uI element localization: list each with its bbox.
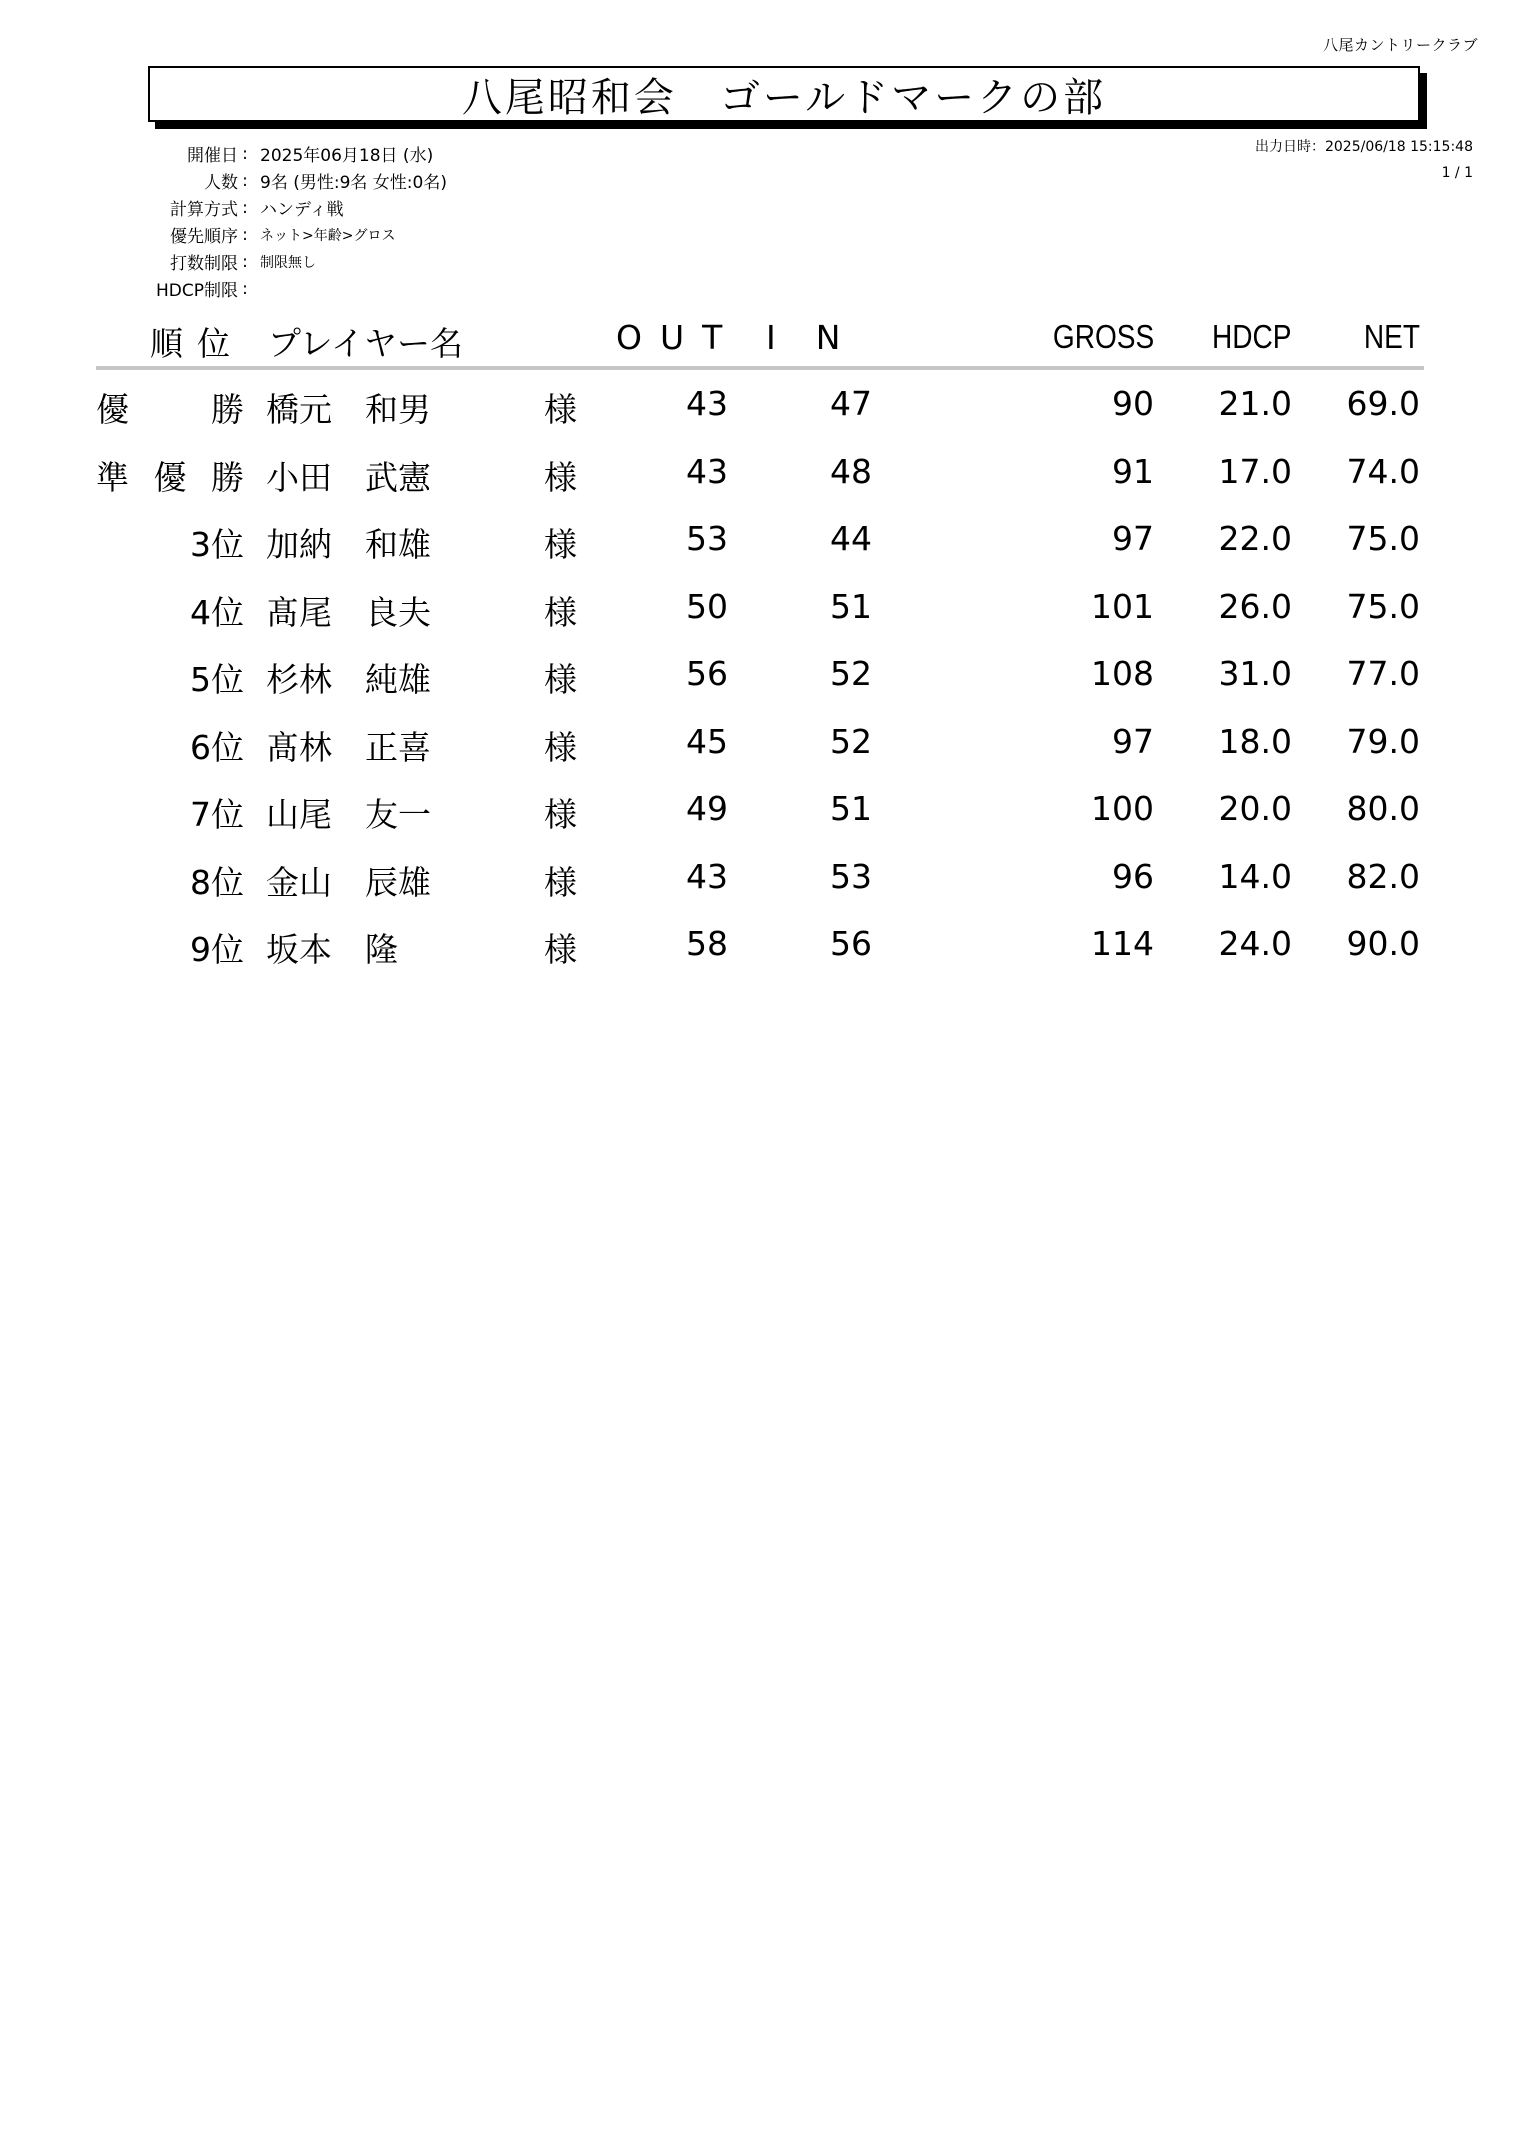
rank-cell: 5位 [190, 660, 244, 699]
header-net: NET [1363, 318, 1420, 355]
table-row [96, 654, 1424, 722]
in-score: 52 [830, 654, 872, 693]
player-name: 杉林 純雄 [266, 660, 431, 699]
player-name: 髙尾 良夫 [266, 592, 431, 632]
net-score: 82.0 [1346, 856, 1420, 896]
out-score: 49 [686, 789, 728, 828]
meta-value: 9名 (男性:9名 女性:0名) [260, 173, 447, 193]
hdcp-value: 17.0 [1218, 451, 1292, 491]
player-name: 橋元 和男 [266, 390, 431, 429]
honorific: 様 [544, 390, 577, 429]
meta-row-date: 開催日 : 2025年06月18日 (水) [120, 140, 447, 167]
table-row [96, 519, 1424, 587]
hdcp-value: 26.0 [1218, 586, 1292, 626]
out-score: 43 [686, 856, 728, 896]
meta-label: 計算方式 [170, 200, 238, 220]
hdcp-value: 14.0 [1218, 856, 1292, 896]
out-score: 45 [686, 721, 728, 761]
out-score: 43 [686, 451, 728, 491]
rank-cell: 6位 [190, 727, 244, 767]
meta-value: 2025年06月18日 (水) [260, 146, 434, 166]
in-score: 44 [830, 519, 872, 558]
table-row [96, 857, 1424, 925]
meta-value: ネット>年齢>グロス [260, 227, 396, 244]
rank-cell: 7位 [190, 795, 244, 834]
in-score: 47 [830, 384, 872, 423]
hdcp-value: 22.0 [1218, 519, 1292, 558]
meta-row-method: 計算方式 : ハンディ戦 [120, 194, 447, 221]
player-name: 加納 和雄 [266, 525, 431, 564]
meta-label: HDCP制限 [156, 281, 238, 301]
player-name: 髙林 正喜 [266, 727, 431, 767]
meta-value: 制限無し [260, 254, 316, 271]
header-player: プレイヤー名 [268, 324, 464, 363]
net-score: 90.0 [1346, 924, 1420, 963]
out-score: 53 [686, 519, 728, 558]
out-score: 56 [686, 654, 728, 693]
honorific: 様 [544, 660, 577, 699]
in-score: 51 [830, 789, 872, 828]
meta-label: 優先順序 [170, 227, 238, 247]
gross-score: 97 [1112, 721, 1154, 761]
rank-cell: 優勝 [96, 390, 244, 429]
table-row [96, 384, 1424, 452]
honorific: 様 [544, 930, 577, 969]
table-header [96, 316, 1424, 370]
hdcp-value: 31.0 [1218, 654, 1292, 693]
gross-score: 108 [1091, 654, 1154, 693]
in-score: 51 [830, 586, 872, 626]
meta-info [120, 140, 447, 302]
net-score: 79.0 [1346, 721, 1420, 761]
honorific: 様 [544, 457, 577, 497]
in-score: 52 [830, 721, 872, 761]
honorific: 様 [544, 862, 577, 902]
rank-cell: 8位 [190, 862, 244, 902]
gross-score: 101 [1091, 586, 1154, 626]
hdcp-value: 24.0 [1218, 924, 1292, 963]
meta-label: 開催日 [187, 146, 238, 166]
header-in: IN [766, 318, 881, 357]
table-row [96, 789, 1424, 857]
player-name: 金山 辰雄 [266, 862, 431, 902]
table-row [96, 452, 1424, 520]
header-rank: 順位 [150, 324, 244, 363]
meta-label: 打数制限 [170, 254, 238, 274]
meta-value: ハンディ戦 [260, 200, 344, 220]
player-name: 山尾 友一 [266, 795, 431, 834]
club-name: 八尾カントリークラブ [1322, 36, 1478, 54]
gross-score: 114 [1091, 924, 1154, 963]
meta-row-count: 人数 : 9名 (男性:9名 女性:0名) [120, 167, 447, 194]
page-number: 1 / 1 [1441, 165, 1473, 181]
header-out: OUT [616, 318, 741, 357]
rank-cell: 9位 [190, 930, 244, 969]
rank-cell: 4位 [190, 592, 244, 632]
player-name: 小田 武憲 [266, 457, 431, 497]
page-title: 八尾昭和会 ゴールドマークの部 [461, 74, 1107, 121]
header-gross: GROSS [1052, 318, 1154, 355]
net-score: 69.0 [1346, 384, 1420, 423]
hdcp-value: 18.0 [1218, 721, 1292, 761]
output-datetime: 出力日時：2025/06/18 15:15:48 [1254, 139, 1473, 155]
gross-score: 91 [1112, 451, 1154, 491]
net-score: 75.0 [1346, 586, 1420, 626]
output-info [1255, 134, 1473, 186]
honorific: 様 [544, 592, 577, 632]
header-hdcp: HDCP [1212, 318, 1292, 355]
player-name: 坂本 隆 [266, 930, 398, 969]
meta-row-hdcp-limit: HDCP制限 : [120, 275, 447, 302]
net-score: 74.0 [1346, 451, 1420, 491]
out-score: 58 [686, 924, 728, 963]
meta-row-priority: 優先順序 : ネット>年齢>グロス [120, 221, 447, 248]
hdcp-value: 20.0 [1218, 789, 1292, 828]
net-score: 75.0 [1346, 519, 1420, 558]
gross-score: 100 [1091, 789, 1154, 828]
gross-score: 97 [1112, 519, 1154, 558]
net-score: 77.0 [1346, 654, 1420, 693]
table-row [96, 924, 1424, 992]
gross-score: 90 [1112, 384, 1154, 423]
in-score: 48 [830, 451, 872, 491]
out-score: 50 [686, 586, 728, 626]
hdcp-value: 21.0 [1218, 384, 1292, 423]
gross-score: 96 [1112, 856, 1154, 896]
honorific: 様 [544, 795, 577, 834]
in-score: 53 [830, 856, 872, 896]
honorific: 様 [544, 525, 577, 564]
results-table [96, 384, 1424, 992]
net-score: 80.0 [1346, 789, 1420, 828]
honorific: 様 [544, 727, 577, 767]
in-score: 56 [830, 924, 872, 963]
title-box [148, 66, 1420, 122]
table-row [96, 587, 1424, 655]
out-score: 43 [686, 384, 728, 423]
table-row [96, 722, 1424, 790]
meta-row-stroke-limit: 打数制限 : 制限無し [120, 248, 447, 275]
meta-label: 人数 [204, 173, 238, 193]
rank-cell: 3位 [190, 525, 244, 564]
rank-cell: 準優勝 [96, 457, 244, 497]
